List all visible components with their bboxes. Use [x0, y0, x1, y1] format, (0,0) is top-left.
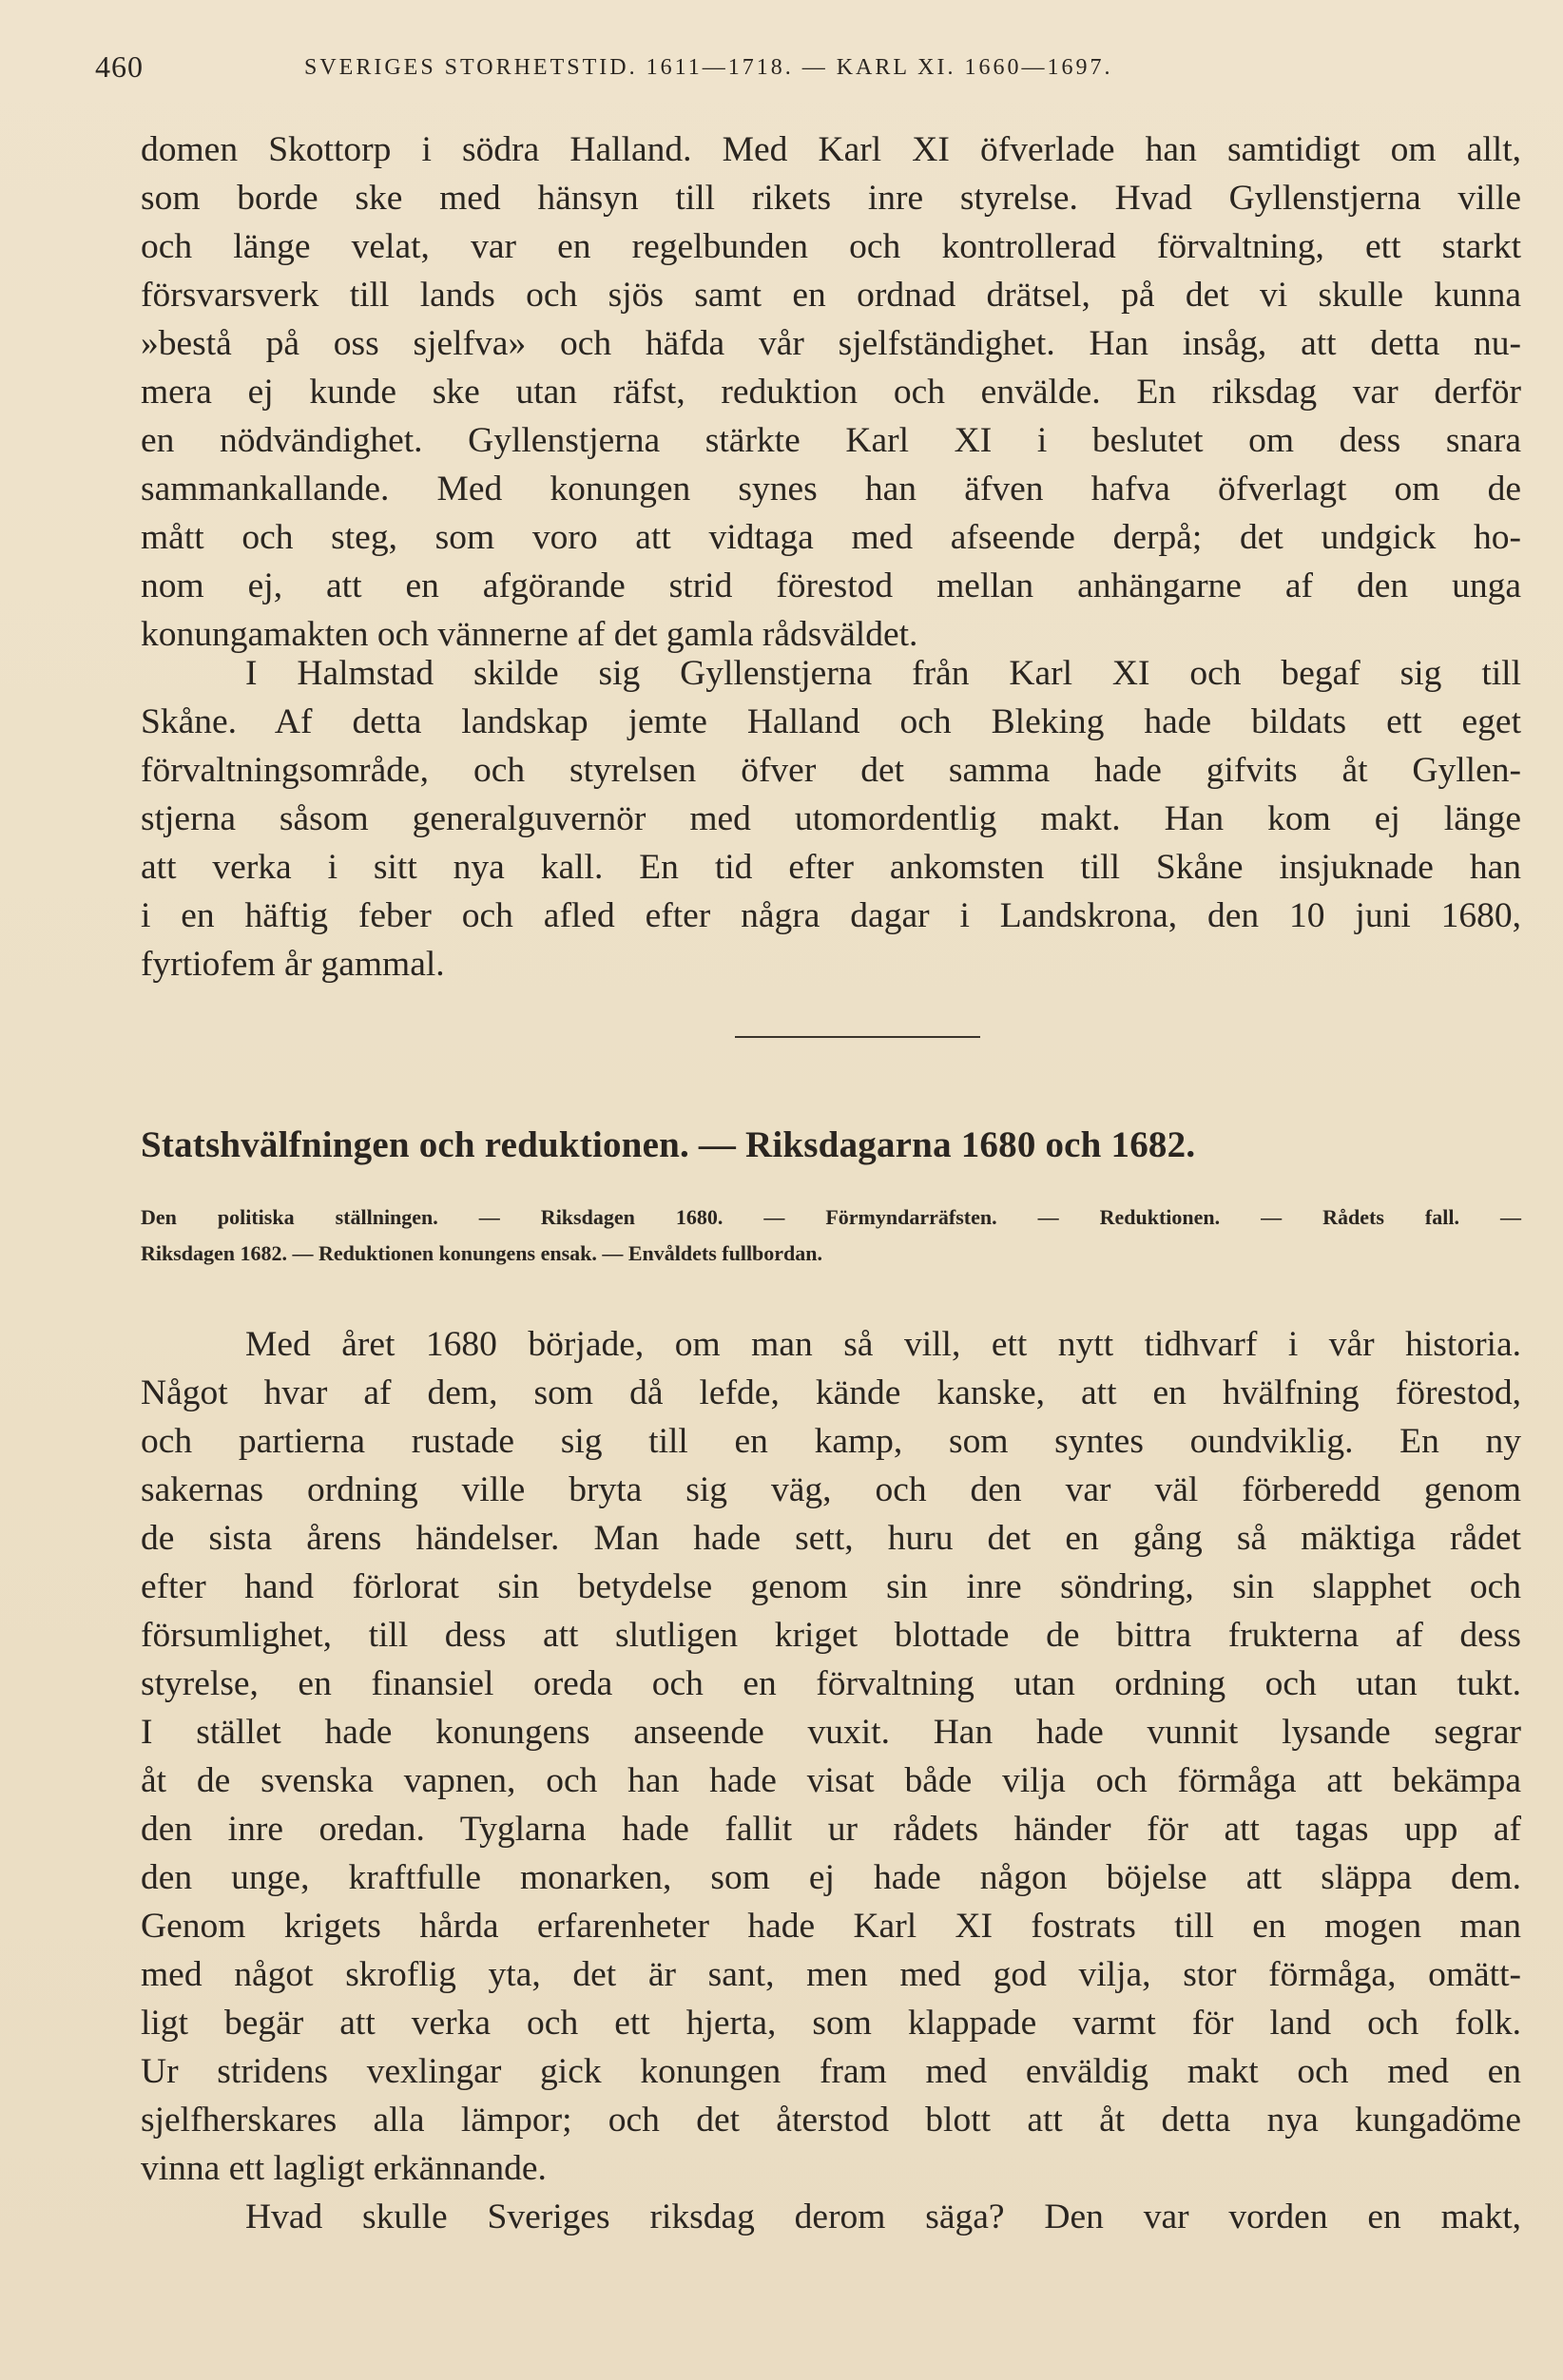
text-line: nom ej, att en afgörande strid förestod mellan anhängarne af den unga: [141, 566, 1521, 605]
paragraph-halmstad: [141, 649, 1521, 988]
paragraph-1680: [141, 1320, 1521, 2193]
page-number: 460: [95, 49, 144, 84]
text-line: sakernas ordning ville bryta sig väg, och den var väl förberedd genom: [141, 1470, 1521, 1509]
section-divider: [735, 1036, 980, 1038]
text-line: ligt begär att verka och ett hjerta, som klappade varmt för land och folk.: [141, 2004, 1521, 2043]
text-line: försumlighet, till dess att slutligen kriget blottade de bittra frukterna af dess: [141, 1616, 1521, 1655]
text-line: förvaltningsområde, och styrelsen öfver det samma hade gifvits åt Gyllen-: [141, 751, 1521, 790]
text-line: efter hand förlorat sin betydelse genom sin inre söndring, sin slapphet och: [141, 1567, 1521, 1606]
text-line: I Halmstad skilde sig Gyllenstjerna från Karl XI och begaf sig till: [245, 654, 1521, 693]
text-line: och partierna rustade sig till en kamp, som syntes oundviklig. En ny: [141, 1422, 1521, 1461]
text-line: fyrtiofem år gammal.: [141, 945, 445, 984]
text-line: den inre oredan. Tyglarna hade fallit ur rådets händer för att tagas upp af: [141, 1810, 1521, 1849]
text-line: mått och steg, som voro att vidtaga med afseende derpå; det undgick ho-: [141, 518, 1521, 557]
text-line: Ur stridens vexlingar gick konungen fram med enväldig makt och med en: [141, 2052, 1521, 2091]
text-line: i en häftig feber och afled efter några dagar i Landskrona, den 10 juni 1680,: [141, 896, 1521, 935]
text-line: styrelse, en finansiel oreda och en förvaltning utan ordning och utan tukt.: [141, 1664, 1521, 1703]
text-line: åt de svenska vapnen, och han hade visat både vilja och förmåga att bekämpa: [141, 1761, 1521, 1800]
text-line: den unge, kraftfulle monarken, som ej hade någon böjelse att släppa dem.: [141, 1858, 1521, 1897]
running-title: SVERIGES STORHETSTID. 1611—1718. — KARL XI. 1660—1697.: [304, 55, 1113, 80]
text-line: Genom krigets hårda erfarenheter hade Karl XI fostrats till en mogen man: [141, 1907, 1521, 1946]
summary-line: Riksdagen 1682. — Reduktionen konungens ensak. — Envåldets fullbordan.: [141, 1241, 823, 1265]
paragraph-continuation: [141, 125, 1521, 659]
section-heading: Statshvälfningen och reduktionen. — Riksdagarna 1680 och 1682.: [141, 1124, 1196, 1165]
text-line: med något skroflig yta, det är sant, men med god vilja, stor förmåga, omätt-: [141, 1955, 1521, 1994]
text-line: Något hvar af dem, som då lefde, kände kanske, att en hvälfning förestod,: [141, 1373, 1521, 1412]
text-line: försvarsverk till lands och sjös samt en ordnad drätsel, på det vi skulle kunna: [141, 276, 1521, 315]
text-line: och länge velat, var en regelbunden och kontrollerad förvaltning, ett starkt: [141, 227, 1521, 266]
running-head: [95, 49, 1521, 87]
paragraph-riksdag: [141, 2193, 1521, 2241]
text-line: I stället hade konungens anseende vuxit. Han hade vunnit lysande segrar: [141, 1713, 1521, 1752]
text-line: sammankallande. Med konungen synes han äfven hafva öfverlagt om de: [141, 470, 1521, 509]
text-line: domen Skottorp i södra Halland. Med Karl XI öfverlade han samtidigt om allt,: [141, 130, 1521, 169]
section-summary: [141, 1200, 1521, 1272]
text-line: Med året 1680 började, om man så vill, ett nytt tidhvarf i vår historia.: [245, 1325, 1521, 1364]
text-line: konungamakten och vännerne af det gamla rådsväldet.: [141, 615, 918, 654]
text-line: en nödvändighet. Gyllenstjerna stärkte Karl XI i beslutet om dess snara: [141, 421, 1521, 460]
text-line: de sista årens händelser. Man hade sett, huru det en gång så mäktiga rådet: [141, 1519, 1521, 1558]
text-line: att verka i sitt nya kall. En tid efter ankomsten till Skåne insjuknade han: [141, 848, 1521, 887]
text-line: Skåne. Af detta landskap jemte Halland och Bleking hade bildats ett eget: [141, 702, 1521, 741]
text-line: stjerna såsom generalguvernör med utomordentlig makt. Han kom ej länge: [141, 799, 1521, 838]
summary-line: Den politiska ställningen. — Riksdagen 1680. — Förmyndarräfsten. — Reduktionen. — Rådets fall. —: [141, 1205, 1521, 1229]
text-line: vinna ett lagligt erkännande.: [141, 2149, 547, 2188]
text-line: mera ej kunde ske utan räfst, reduktion och envälde. En riksdag var derför: [141, 373, 1521, 412]
text-line: som borde ske med hänsyn till rikets inre styrelse. Hvad Gyllenstjerna ville: [141, 179, 1521, 218]
text-line: Hvad skulle Sveriges riksdag derom säga? Den var vorden en makt,: [245, 2198, 1521, 2236]
text-line: sjelfherskares alla lämpor; och det återstod blott att åt detta nya kungadöme: [141, 2101, 1521, 2140]
text-line: »bestå på oss sjelfva» och häfda vår sjelfständighet. Han insåg, att detta nu-: [141, 324, 1521, 363]
